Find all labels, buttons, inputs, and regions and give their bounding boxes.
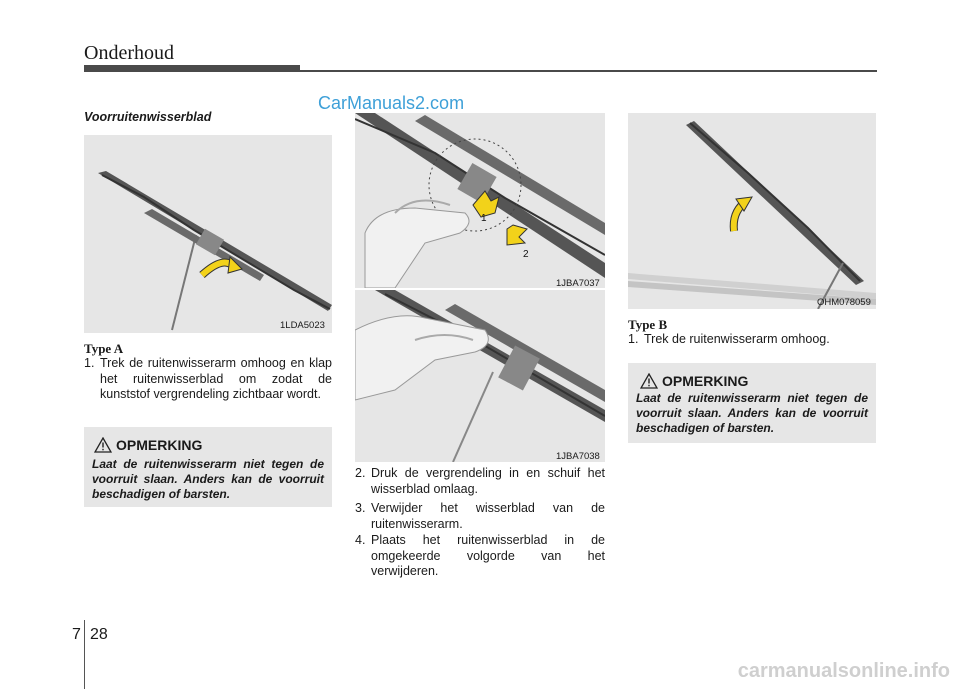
step-number: 4. <box>355 533 366 547</box>
wiper-illustration-2 <box>355 113 605 288</box>
note-heading: OPMERKING <box>116 437 203 453</box>
step-1-type-b <box>628 332 876 348</box>
figure-wiper-slide-down <box>355 290 605 462</box>
step-number: 2. <box>355 466 366 480</box>
note-box-right <box>628 363 876 443</box>
header-rule <box>300 70 877 72</box>
step-text: Trek de ruitenwisserarm omhoog. <box>644 332 830 346</box>
step-2 <box>355 466 605 497</box>
type-a-label: Type A <box>84 341 124 356</box>
figure-wiper-type-a <box>84 135 332 333</box>
step-1-type-a <box>84 356 332 403</box>
note-body: Laat de ruitenwisserarm niet tegen de voorruit slaan. Anders kan de voorruit beschadigen of barsten. <box>92 457 324 501</box>
step-4 <box>355 533 605 580</box>
callout-label: 1 <box>481 213 487 224</box>
bottom-watermark[interactable]: carmanualsonline.info <box>737 660 950 682</box>
figure-code: 1JBA7038 <box>556 451 600 462</box>
step-text: Trek de ruitenwisserarm omhoog en klap het ruitenwisserblad om zodat de kunststof vergrendeling zichtbaar wordt. <box>100 356 332 401</box>
type-b-label: Type B <box>628 317 668 332</box>
watermark-text[interactable]: CarManuals2.com <box>318 93 465 113</box>
page-header-title: Onderhoud <box>84 42 174 64</box>
note-box-left <box>84 427 332 507</box>
wiper-illustration-1 <box>84 135 332 333</box>
wiper-illustration-3 <box>355 290 605 462</box>
figure-wiper-type-b <box>628 113 876 309</box>
step-number: 1. <box>84 356 95 370</box>
step-text: Druk de vergrendeling in en schuif het wisserblad omlaag. <box>371 466 605 496</box>
section-title: Voorruitenwisserblad <box>84 110 212 124</box>
note-body: Laat de ruitenwisserarm niet tegen de voorruit slaan. Anders kan de voorruit beschadigen of barsten. <box>636 391 868 435</box>
figure-wiper-lock-release <box>355 113 605 288</box>
step-text: Plaats het ruitenwisserblad in de omgekeerde volgorde van het verwijderen. <box>371 533 605 578</box>
step-3 <box>355 501 605 532</box>
step-text: Verwijder het wisserblad van de ruitenwisserarm. <box>371 501 605 531</box>
figure-code: OHM078059 <box>817 297 871 308</box>
step-number: 3. <box>355 501 366 515</box>
wiper-illustration-4 <box>628 113 876 309</box>
chapter-number: 7 <box>72 626 81 643</box>
note-heading: OPMERKING <box>662 373 749 389</box>
figure-code: 1LDA5023 <box>280 320 325 331</box>
warning-icon <box>94 437 112 453</box>
warning-icon <box>640 373 658 389</box>
header-bar <box>84 65 300 72</box>
footer-divider <box>84 620 85 689</box>
step-number: 1. <box>628 332 639 346</box>
figure-code: 1JBA7037 <box>556 278 600 289</box>
page-number: 28 <box>90 626 108 643</box>
callout-label: 2 <box>523 249 529 260</box>
